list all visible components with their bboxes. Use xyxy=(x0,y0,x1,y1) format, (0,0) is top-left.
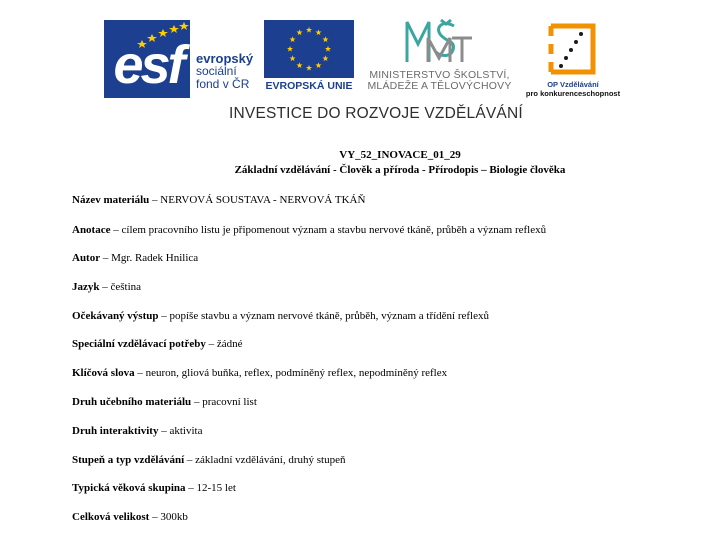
eu-star-icon xyxy=(296,62,302,68)
op-logo xyxy=(520,20,626,100)
eu-star-icon xyxy=(322,36,328,42)
op-text xyxy=(520,80,626,98)
eu-star-icon xyxy=(306,27,312,33)
eu-logo xyxy=(263,20,355,100)
field-anotace: Anotace – cílem pracovního listu je připomenout význam a stavbu nervové tkáně, průběh a význam reflexů xyxy=(72,224,547,236)
field-druh-interaktivity: Druh interaktivity – aktivita xyxy=(72,425,203,437)
field-stupen-typ: Stupeň a typ vzdělávání – základní vzdělávání, druhý stupeň xyxy=(72,454,346,466)
msmt-logo xyxy=(362,18,517,100)
msmt-mark-icon xyxy=(404,18,474,64)
op-frame-icon xyxy=(545,22,600,78)
msmt-line-2: MLÁDEŽE A TĚLOVÝCHOVY xyxy=(367,80,512,92)
esf-line-1: evropský xyxy=(196,51,254,66)
eu-star-icon xyxy=(306,65,312,71)
esf-line-2: sociální xyxy=(196,64,237,78)
esf-line-3: fond v ČR xyxy=(196,77,250,91)
esf-logo xyxy=(104,20,264,100)
eu-star-icon xyxy=(315,29,321,35)
field-jazyk: Jazyk – čeština xyxy=(72,281,142,293)
esf-logo-mark xyxy=(104,20,190,98)
msmt-text xyxy=(362,70,517,92)
investice-slogan: INVESTICE DO ROZVOJE VZDĚLÁVÁNÍ xyxy=(229,105,523,122)
eu-star-icon xyxy=(287,46,293,52)
esf-logo-text xyxy=(196,52,253,91)
eu-star-icon xyxy=(315,62,321,68)
eu-star-icon xyxy=(296,29,302,35)
document-header xyxy=(160,148,640,178)
field-nazev-materialu: Název materiálu – NERVOVÁ SOUSTAVA - NERVOVÁ TKÁŇ xyxy=(72,194,366,206)
eu-star-icon xyxy=(290,55,296,61)
op-line-2: pro konkurenceschopnost xyxy=(525,89,621,98)
msmt-line-1: MINISTERSTVO ŠKOLSTVÍ, xyxy=(369,69,510,81)
eu-flag-icon xyxy=(264,20,354,78)
field-autor: Autor – Mgr. Radek Hnilica xyxy=(72,252,199,264)
document-subtitle: Základní vzdělávání - Člověk a příroda - Přírodopis – Biologie člověka xyxy=(234,164,566,176)
esf-logo-word: esf xyxy=(113,35,183,95)
field-druh-materialu: Druh učebního materiálu – pracovní list xyxy=(72,396,257,408)
field-specialni-potreby: Speciální vzdělávací potřeby – žádné xyxy=(72,338,243,350)
document-code: VY_52_INOVACE_01_29 xyxy=(339,149,461,161)
eu-star-icon xyxy=(290,36,296,42)
field-ocekavany-vystup: Očekávaný výstup – popíše stavbu a význam nervové tkáně, průběh, význam a třídění reflexů xyxy=(72,310,489,322)
field-klicova-slova: Klíčová slova – neuron, gliová buňka, reflex, podmíněný reflex, nepodmíněný reflex xyxy=(72,367,448,379)
field-celkova-velikost: Celková velikost – 300kb xyxy=(72,511,188,523)
eu-star-icon xyxy=(322,55,328,61)
field-vekova-skupina: Typická věková skupina – 12-15 let xyxy=(72,482,236,494)
op-line-1: OP Vzdělávání xyxy=(547,80,599,89)
logo-banner xyxy=(0,0,720,135)
eu-label: EVROPSKÁ UNIE xyxy=(265,80,353,92)
eu-star-icon xyxy=(325,46,331,52)
